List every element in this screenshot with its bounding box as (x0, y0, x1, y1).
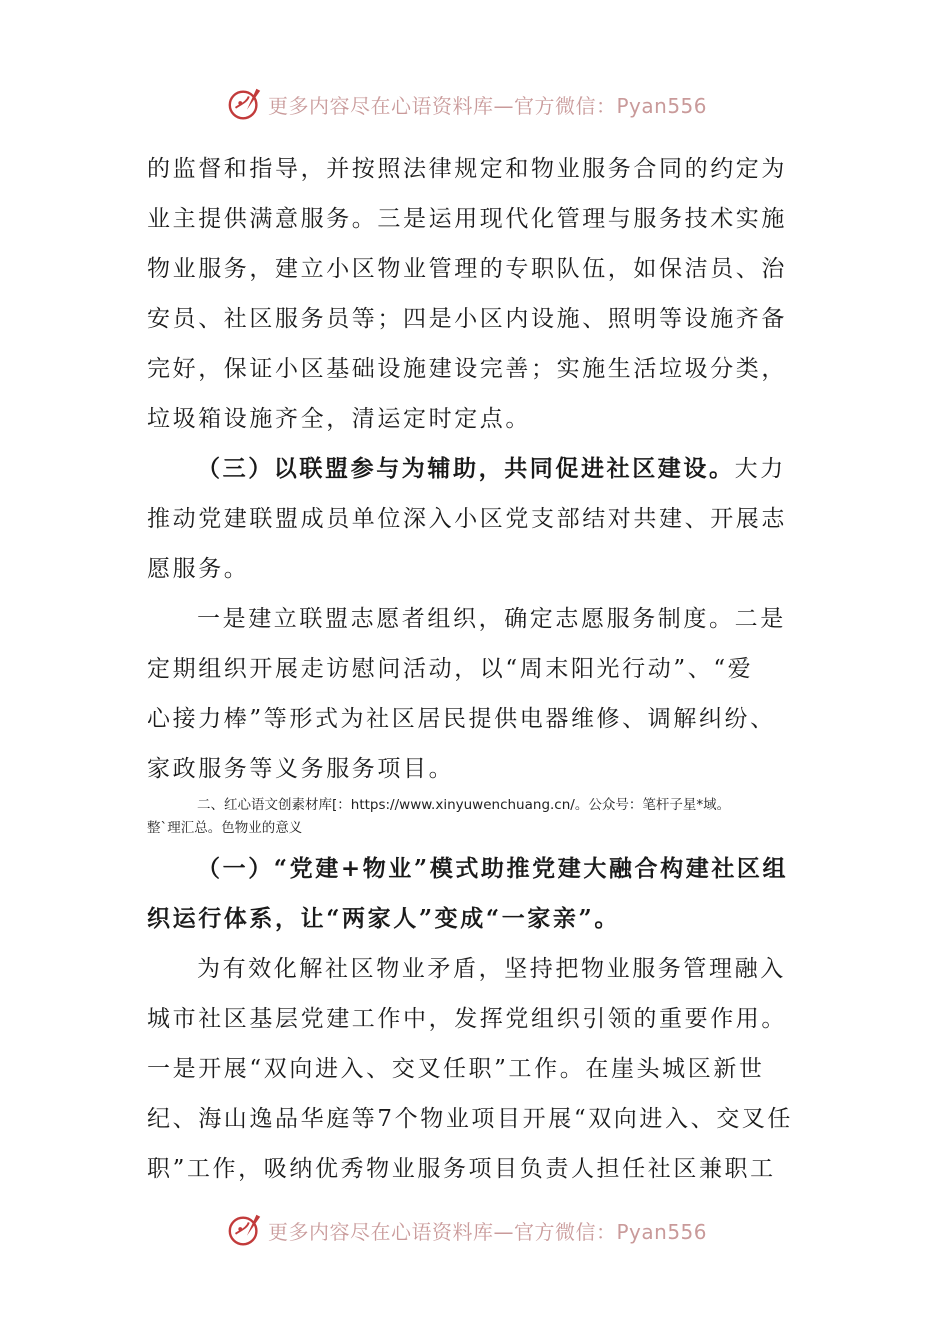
section1-heading: （一）“党建+物业”模式助推党建大融合构建社区组 (197, 855, 789, 882)
section3-heading: （三）以联盟参与为辅助，共同促进社区建设。 (197, 455, 735, 482)
watermark-header (226, 84, 707, 124)
text-line: 城市社区基层党建工作中，发挥党组织引领的重要作用。 (147, 1006, 787, 1032)
text-line: 物业服务，建立小区物业管理的专职队伍，如保洁员、治 (147, 256, 787, 282)
text-line: 推动党建联盟成员单位深入小区党支部结对共建、开展志 (147, 506, 787, 532)
text-line: 心接力棒”等形式为社区居民提供电器维修、调解纠纷、 (147, 706, 776, 732)
section3-lead: 大力 (734, 456, 786, 482)
quill-logo-icon (226, 1211, 264, 1249)
text-line: 完好，保证小区基础设施建设完善；实施生活垃圾分类， (147, 356, 787, 382)
text-line: 业主提供满意服务。三是运用现代化管理与服务技术实施 (147, 206, 787, 232)
text-line: 为有效化解社区物业矛盾，坚持把物业服务管理融入 (197, 956, 786, 982)
text-line: 安员、社区服务员等；四是小区内设施、照明等设施齐备 (147, 306, 787, 332)
watermark-text: 更多内容尽在心语资料库—官方微信：Pyan556 (268, 1219, 708, 1244)
section1-heading: 织运行体系，让“两家人”变成“一家亲”。 (147, 905, 620, 932)
section3-first-line (197, 454, 786, 484)
text-line: 一是开展“双向进入、交叉任职”工作。在崖头城区新世 (147, 1056, 765, 1082)
watermark-footer (226, 1210, 707, 1250)
text-line: 家政服务等义务服务项目。 (147, 756, 455, 782)
quill-logo-icon (226, 85, 264, 123)
source-note: 二、红心语文创素材库[：https://www.xinyuwenchuang.cn/。公众号：笔杆子星*域。 (197, 797, 731, 813)
text-line: 垃圾箱设施齐全，清运定时定点。 (147, 406, 531, 432)
source-note: 整`理汇总。色物业的意义 (147, 820, 303, 836)
text-line: 纪、海山逸品华庭等7个物业项目开展“双向进入、交叉任 (147, 1106, 793, 1132)
text-line: 的监督和指导，并按照法律规定和物业服务合同的约定为 (147, 156, 787, 182)
text-line: 职”工作，吸纳优秀物业服务项目负责人担任社区兼职工 (147, 1156, 776, 1182)
text-line: 一是建立联盟志愿者组织，确定志愿服务制度。二是 (197, 606, 786, 632)
text-line: 定期组织开展走访慰问活动，以“周末阳光行动”、“爱 (147, 656, 754, 682)
text-line: 愿服务。 (147, 556, 250, 582)
watermark-text: 更多内容尽在心语资料库—官方微信：Pyan556 (268, 93, 708, 118)
